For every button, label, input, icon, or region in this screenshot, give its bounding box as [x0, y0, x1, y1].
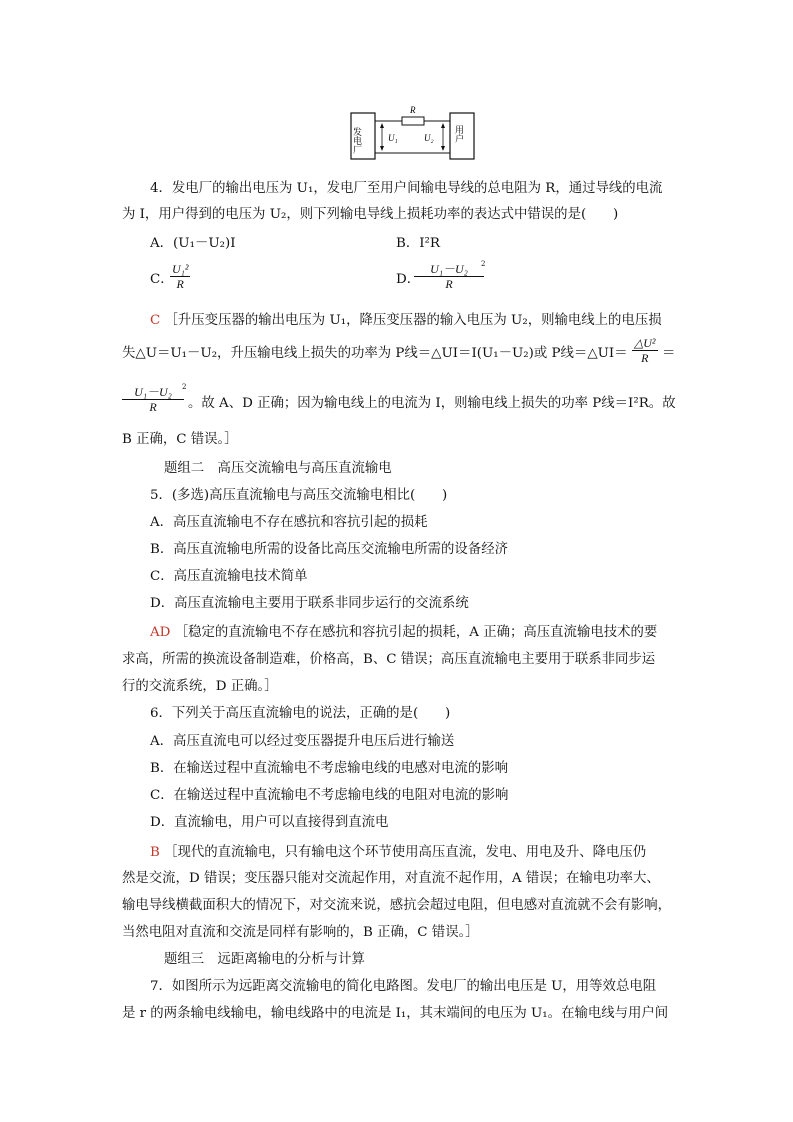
q6-explanation-text1: ［现代的直流输电，只有输电这个环节使用高压直流，发电、用电及升、降电压仍: [164, 845, 647, 860]
q4-option-d-num: U₁－U₂: [414, 262, 484, 277]
q6-option-b: B．在输送过程中直流输电不考虑输电线的电感对电流的影响: [150, 761, 508, 776]
q5-option-d: D．高压直流输电主要用于联系非同步运行的交流系统: [150, 596, 469, 611]
q4-explanation-line2: 失△U＝U₁－U₂，升压输电线上损失的功率为 P线＝△UI＝I(U₁－U₂)或 P线＝△UI＝: [122, 346, 628, 361]
q6-explanation-line1: [150, 845, 646, 861]
q5-option-c: C．高压直流输电技术简单: [150, 569, 308, 584]
q5-option-b: B．高压直流输电所需的设备比高压交流输电所需的设备经济: [150, 542, 508, 557]
u1-label: U₁: [388, 133, 398, 143]
q6-answer: B: [150, 845, 160, 860]
resistor: [402, 117, 424, 125]
q4-option-a: A．(U₁－U₂)I: [150, 236, 236, 251]
q7-stem-line2: 是 r 的两条输电线输电，输电线路中的电流是 I₁，其末端间的电压为 U₁。在输电线与用户间: [122, 1006, 669, 1021]
q4-option-b: B．I²R: [396, 236, 440, 251]
q4-option-c-fraction: [170, 262, 190, 291]
q7-stem-line1: 7．如图所示为远距离交流输电的简化电路图。发电厂的输出电压是 U，用等效总电阻: [150, 979, 657, 994]
u2-label: U₂: [424, 133, 434, 143]
q4-option-c-label: C．: [150, 272, 174, 287]
q6-option-d: D．直流输电，用户可以直接得到直流电: [150, 815, 389, 830]
q6-option-a: A．高压直流电可以经过变压器提升电压后进行输送: [150, 734, 455, 749]
group3-heading: 题组三 远距离输电的分析与计算: [164, 952, 365, 967]
q5-stem: 5．(多选)高压直流输电与高压交流输电相比( ): [150, 488, 448, 503]
q4-option-d-label: D．: [396, 272, 421, 287]
q4-option-c-num: U₁²: [172, 262, 189, 276]
q4-explanation-line4: B 正确，C 错误。］: [122, 432, 238, 447]
q4-explanation-fraction2: [122, 383, 187, 414]
user-label: 用户: [453, 125, 463, 143]
q4-exp-frac2-num: U₁－U₂: [122, 385, 184, 400]
q5-option-a: A．高压直流输电不存在感抗和容抗引起的损耗: [150, 515, 428, 530]
q4-exp-frac2-exponent: 2: [182, 383, 187, 391]
group2-heading: 题组二 高压交流输电与高压直流输电: [164, 461, 392, 476]
q4-answer: C: [150, 313, 161, 328]
q4-exp-frac2-den: R: [149, 400, 157, 414]
q6-explanation-line4: 当然电阻对直流和交流是同样有影响的，B 正确，C 错误。］: [122, 925, 479, 940]
q5-explanation-line1: [150, 625, 657, 641]
q5-explanation-text1: ［稳定的直流输电不存在感抗和容抗引起的损耗，A 正确；高压直流输电技术的要: [174, 625, 658, 640]
q4-explanation-line3: 。故 A、D 正确；因为输电线上的电流为 I，则输电线上损失的功率 P线＝I²R。故: [188, 396, 676, 411]
power-plant-label: 发电厂: [351, 127, 361, 154]
q4-option-c-den: R: [176, 277, 184, 291]
q4-exp-frac1-num: △U²: [634, 336, 656, 350]
q4-explanation-text1: ［升压变压器的输出电压为 U₁，降压变压器的输入电压为 U₂，则输电线上的电压损: [164, 313, 662, 328]
q4-explanation-line1: [150, 313, 662, 329]
q5-answer: AD: [150, 625, 171, 640]
q5-explanation-line2: 求高，所需的换流设备制造难，价格高，B、C 错误；高压直流输电主要用于联系非同步运: [122, 652, 656, 667]
q6-stem: 6．下列关于高压直流输电的说法，正确的是( ): [150, 706, 451, 721]
q4-option-d-fraction: [414, 262, 484, 291]
q4-stem-line1: 4．发电厂的输出电压为 U₁，发电厂至用户间输电导线的总电阻为 R，通过导线的电流: [150, 181, 663, 196]
q4-explanation-fraction1: [632, 336, 658, 365]
q4-option-d-exponent: 2: [481, 260, 486, 268]
q4-explanation-eq: ＝: [662, 346, 676, 361]
q4-option-d-den: R: [445, 277, 453, 291]
q6-explanation-line3: 输电导线横截面积大的情况下，对交流来说，感抗会超过电阻，但电感对直流就不会有影响，: [122, 898, 672, 913]
q4-exp-frac1-den: R: [641, 351, 649, 365]
resistor-label: R: [410, 105, 416, 115]
q6-explanation-line2: 然是交流，D 错误；变压器只能对交流起作用，对直流不起作用，A 错误；在输电功率大、: [122, 871, 660, 886]
circuit-diagram: [350, 103, 480, 165]
q5-explanation-line3: 行的交流系统，D 正确。］: [122, 679, 278, 694]
q6-option-c: C．在输送过程中直流输电不考虑输电线的电阻对电流的影响: [150, 788, 509, 803]
q4-stem-line2: 为 I，用户得到的电压为 U₂，则下列输电导线上损耗功率的表达式中错误的是( ): [122, 207, 619, 222]
